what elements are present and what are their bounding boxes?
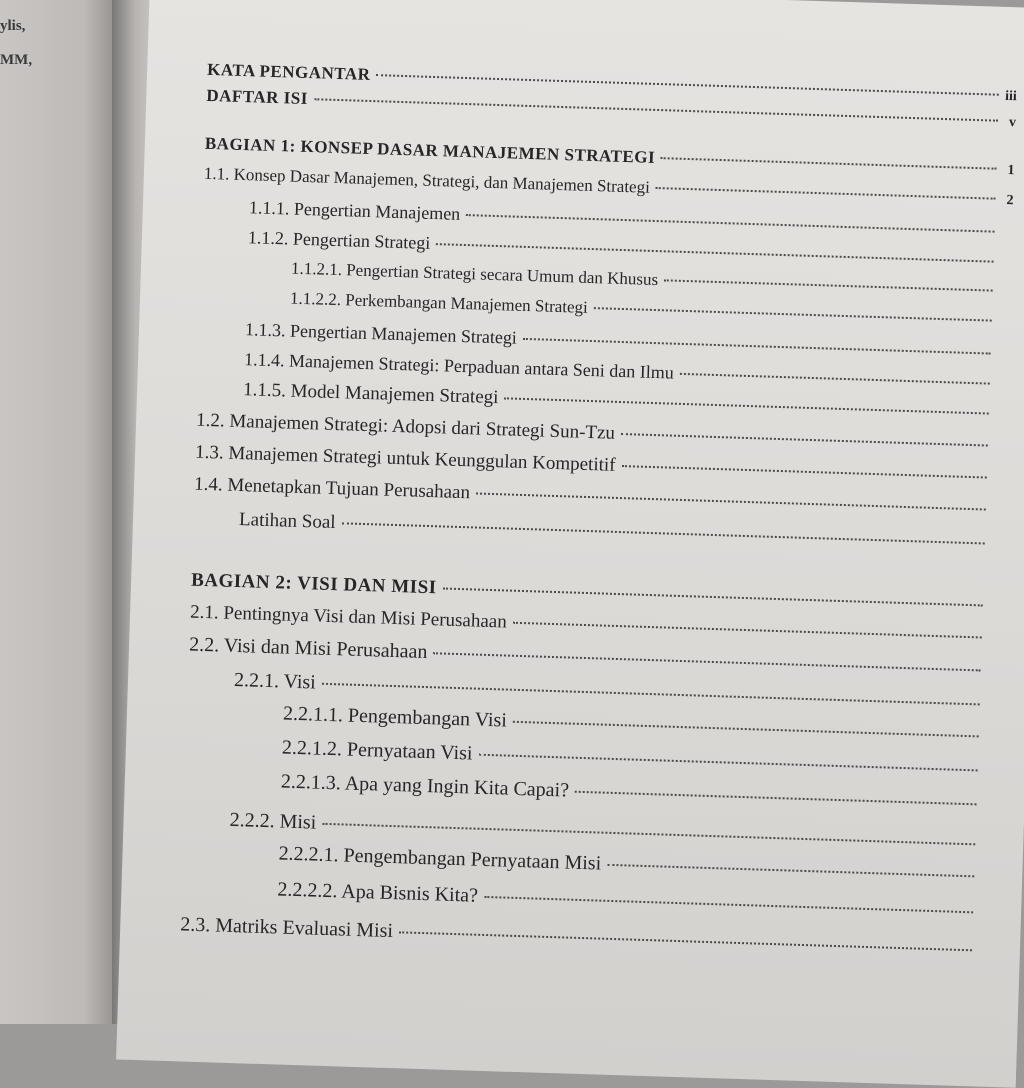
- toc-entry-title: 1.1.2.1. Pengertian Strategi secara Umum dan Khusus: [291, 259, 659, 291]
- toc-entry-title: 1.1. Konsep Dasar Manajemen, Strategi, dan Manajemen Strategi: [204, 164, 651, 198]
- toc-dot-leader: [594, 307, 992, 322]
- toc-dot-leader: [322, 823, 975, 846]
- left-page-fragment: ylis,: [0, 18, 25, 35]
- toc-entry-title: 2.2.2.2. Apa Bisnis Kita?: [277, 878, 478, 907]
- toc-dot-leader: [504, 397, 988, 414]
- toc-entry-title: 2.3. Matriks Evaluasi Misi: [180, 913, 393, 943]
- toc-entry-title: 2.2.1. Visi: [234, 669, 316, 695]
- toc-dot-leader: [433, 652, 980, 671]
- toc-dot-leader: [661, 157, 996, 170]
- left-page: [0, 0, 120, 1024]
- left-page-fragment: MM,: [0, 52, 32, 69]
- toc-dot-leader: [484, 896, 973, 913]
- toc-page-number: v: [1004, 115, 1016, 131]
- toc-entry-title: 1.1.4. Manajemen Strategi: Perpaduan antara Seni dan Ilmu: [244, 349, 674, 383]
- toc-entry-title: 1.1.3. Pengertian Manajemen Strategi: [245, 319, 517, 349]
- toc-entry-title: 2.2.1.1. Pengembangan Visi: [283, 703, 508, 733]
- toc-entry-title: 1.1.2.2. Perkembangan Manajemen Strategi: [290, 289, 588, 318]
- toc-dot-leader: [680, 373, 990, 385]
- toc-entry-title: 1.3. Manajemen Strategi untuk Keunggulan Kompetitif: [195, 442, 616, 477]
- toc-entry-title: 2.2.1.2. Pernyataan Visi: [282, 737, 473, 766]
- table-of-contents: [150, 0, 1024, 8]
- toc-dot-leader: [607, 864, 974, 878]
- toc-entry-title: 1.2. Manajemen Strategi: Adopsi dari Strategi Sun-Tzu: [196, 410, 615, 445]
- toc-entry-title: 2.2.2. Misi: [229, 809, 316, 835]
- toc-dot-leader: [513, 721, 979, 738]
- toc-dot-leader: [523, 338, 991, 355]
- toc-dot-leader: [476, 492, 986, 510]
- toc-dot-leader: [664, 279, 993, 291]
- toc-dot-leader: [656, 187, 996, 200]
- toc-dot-leader: [399, 931, 972, 951]
- toc-dot-leader: [513, 622, 982, 639]
- toc-entry-title: 1.1.2. Pengertian Strategi: [248, 227, 431, 254]
- toc-entry-title: 2.2.2.1. Pengembangan Pernyataan Misi: [278, 842, 601, 875]
- toc-entry-title: 1.4. Menetapkan Tujuan Perusahaan: [194, 474, 471, 505]
- toc-dot-leader: [621, 433, 988, 447]
- toc-entry-title: 2.2. Visi dan Misi Perusahaan: [189, 634, 428, 664]
- toc-entry-title: Latihan Soal: [239, 509, 336, 534]
- toc-page-number: 2: [1001, 193, 1013, 209]
- toc-entry-title: 1.1.5. Model Manajemen Strategi: [243, 379, 499, 409]
- toc-page-number: iii: [1004, 89, 1016, 105]
- toc-dot-leader: [443, 587, 983, 606]
- toc-dot-leader: [342, 522, 985, 544]
- toc-dot-leader: [575, 791, 977, 806]
- toc-entry-title: BAGIAN 1: KONSEP DASAR MANAJEMEN STRATEGI: [205, 134, 656, 168]
- toc-dot-leader: [478, 754, 977, 772]
- toc-entry-title: 1.1.1. Pengertian Manajemen: [249, 197, 461, 225]
- toc-dot-leader: [322, 683, 980, 706]
- toc-entry-title: KATA PENGANTAR: [207, 60, 371, 85]
- toc-dot-leader: [621, 465, 986, 478]
- toc-entry-title: DAFTAR ISI: [206, 86, 308, 109]
- toc-page-number: 1: [1002, 163, 1014, 179]
- toc-entry-title: BAGIAN 2: VISI DAN MISI: [191, 570, 437, 600]
- toc-dot-leader: [466, 214, 994, 233]
- toc-dot-leader: [376, 74, 998, 96]
- toc-entry-title: 2.2.1.3. Apa yang Ingin Kita Capai?: [281, 771, 570, 803]
- toc-entry-title: 2.1. Pentingnya Visi dan Misi Perusahaan: [190, 602, 507, 634]
- right-page: [116, 0, 1024, 1088]
